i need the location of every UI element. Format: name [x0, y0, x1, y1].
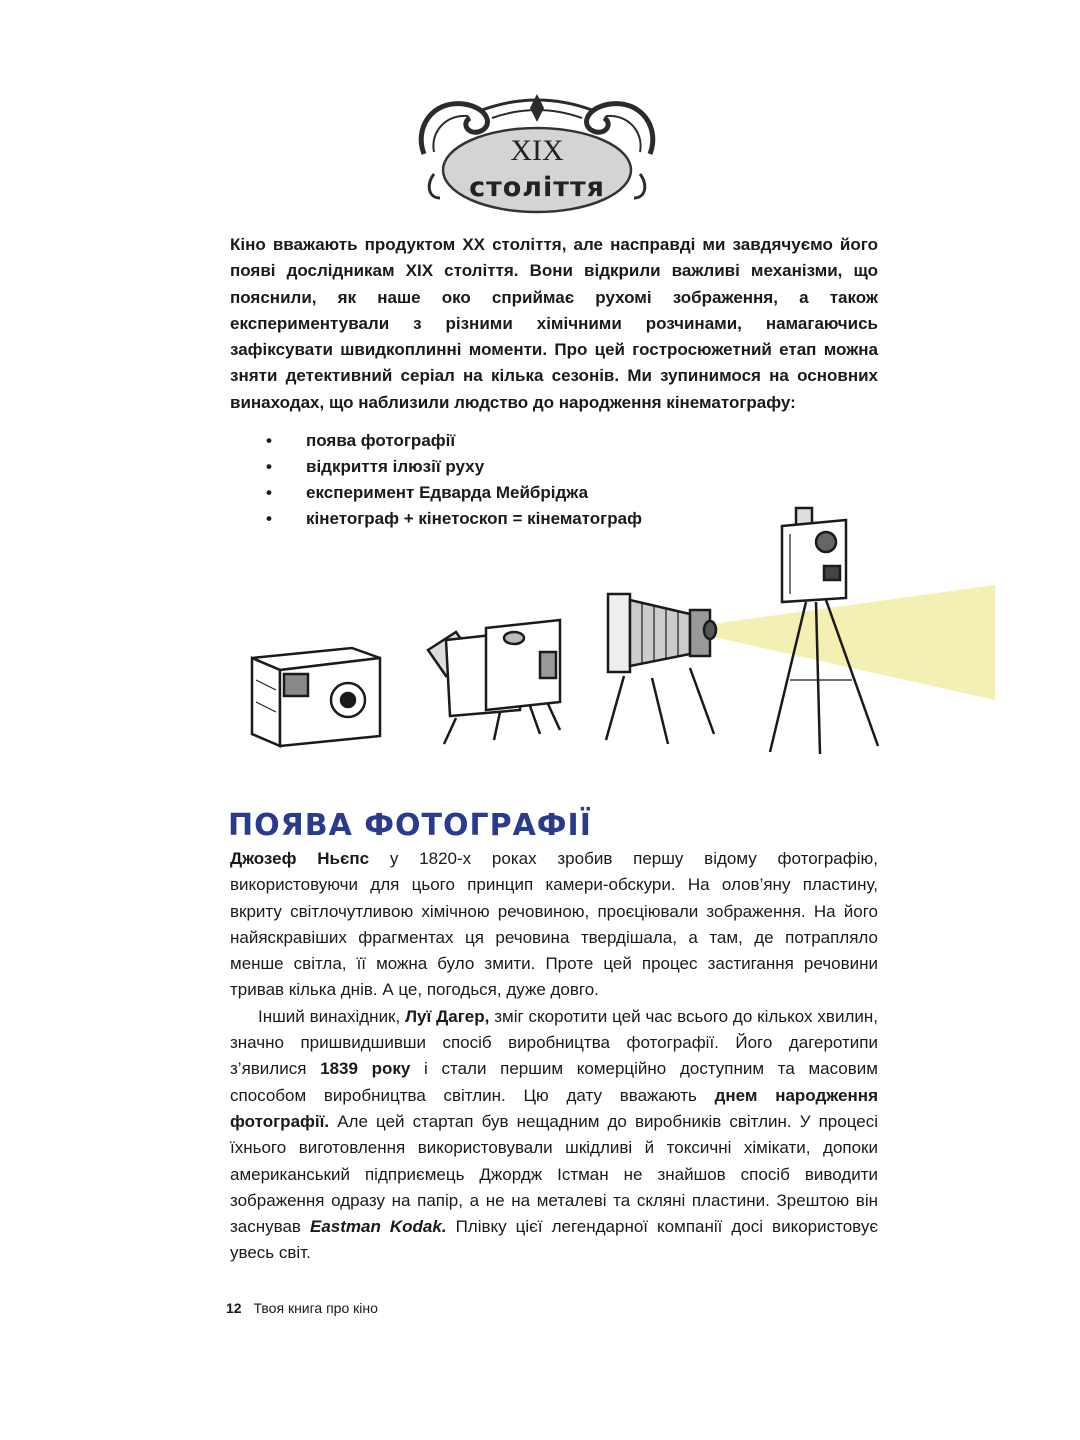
list-item: • кінетограф + кінетоскоп = кінематограф [266, 506, 642, 532]
chapter-header [412, 88, 662, 218]
person-name-daguerre: Луї Дагер, [405, 1006, 490, 1026]
chapter-century-word: століття [469, 172, 605, 203]
paragraph-text: зміг скоротити цей час всього до кількох хвилин, значно пришвидшивши спосіб виробництва фотографії. Його дагеротипи з’явилися [230, 1006, 878, 1079]
paragraph-text: у 1820-х роках зробив першу відому фотографію, використовуючи для цього принцип камери-обскури. На олов’яну пластину, вкриту світлочутливою хімічною речовиною, проєціювали зображення. На його найяскравіших фрагментах ця речовина твердішала, а там, де потрапляло менше світла, її можна було змити. Проте цей процес застигання речовини тривав кілька днів. А це, погодься, дуже довго. [230, 849, 878, 1000]
year-highlight: 1839 року [320, 1059, 411, 1079]
cameras-illustration [0, 490, 1080, 780]
intro-text: Кіно вважають продуктом ХХ століття, але насправді ми завдячуємо його появі дослідникам XIX століття. Вони відкрили важливі механізми, що пояснили, як наше око сприймає рухомі зображення, а також експериментували з різними хімічними розчинами, намагаючись зафіксувати швидкоплинні моменти. Про цей гостросюжетний етап можна зняти детективний серіал на кілька сезонів. Ми зупинимося на основних винаходах, що наблизили людство до народження кінематографу: [230, 235, 878, 412]
person-name-niepce: Джозеф Ньєпс [230, 849, 370, 868]
paragraph-text: Але цей стартап був нещадним до виробників світлин. У процесі їхнього виготовлення використовували шкідливі й токсичні хімікати, допоки американський підприємець Джордж Істман не знайшов спосіб виводити зображення одразу на папір, а не на металеві та скляні пластини. Зрештою він заснував [230, 1111, 878, 1237]
paragraph-daguerre [230, 1004, 878, 1267]
light-beam-icon [705, 585, 995, 700]
list-item: • відкриття ілюзії руху [266, 454, 642, 480]
paragraph-text: Інший винахідник, [258, 1006, 406, 1026]
intro-paragraph [230, 232, 878, 416]
paragraph-niepce [230, 846, 878, 1004]
page-number: 12 [226, 1300, 242, 1316]
company-name: Eastman Kodak. [309, 1217, 447, 1237]
paragraph-text: і стали першим комерційно доступним та масовим способом виробництва світлин. Цю дату вважають [230, 1059, 878, 1105]
page-footer [226, 1300, 378, 1316]
box-camera-icon [252, 648, 380, 746]
list-item: • експеримент Едварда Мейбріджа [266, 480, 642, 506]
folding-camera-icon [428, 620, 560, 744]
list-item: • поява фотографії [266, 428, 642, 454]
section-heading: ПОЯВА ФОТОГРАФІЇ [228, 808, 592, 843]
article-body [230, 846, 878, 1267]
paragraph-text: Плівку цієї легендарної компанії досі використовує увесь світ. [230, 1217, 878, 1263]
chapter-century-numeral: XIX [510, 134, 564, 167]
book-title: Твоя книга про кіно [253, 1300, 378, 1316]
bellows-camera-icon [606, 594, 716, 744]
birthday-highlight: днем народження фотографії. [230, 1085, 878, 1131]
